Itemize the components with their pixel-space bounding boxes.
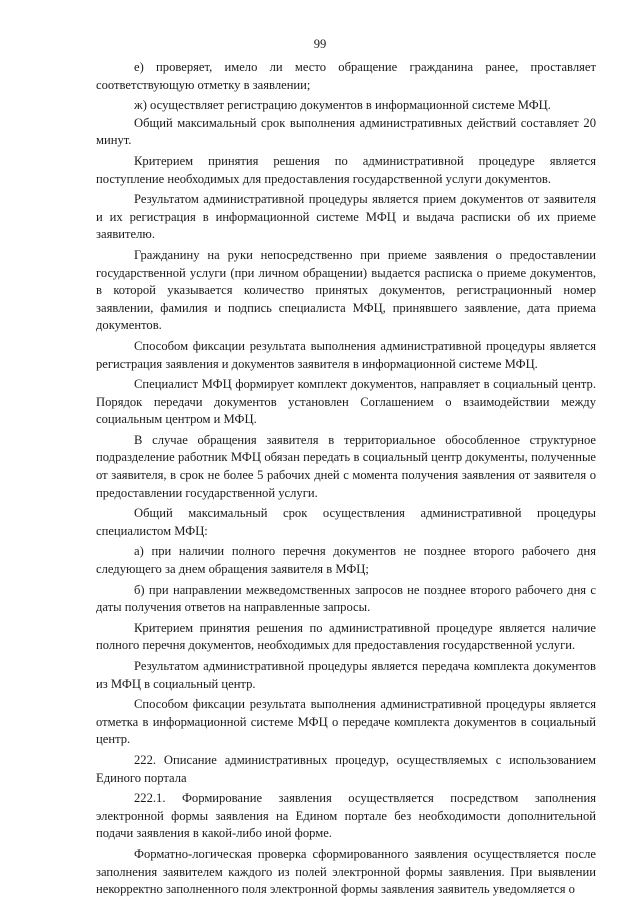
paragraph: Способом фиксации результата выполнения административной процедуры является регистрация заявления и документов заявителя в информационной системе МФЦ.	[96, 338, 596, 371]
paragraph: б) при направлении межведомственных запросов не позднее второго рабочего дня с даты получения ответов на направленные запросы.	[96, 582, 596, 615]
paragraph: 222.1. Формирование заявления осуществляется посредством заполнения электронной формы заявления на Едином портале без необходимости дополнительной подачи заявления в какой-либо иной форме.	[96, 791, 596, 841]
paragraph: ж) осуществляет регистрацию документов в информационной системе МФЦ.	[134, 98, 551, 113]
paragraph: Форматно-логическая проверка сформированного заявления осуществляется после заполнения заявителем каждого из полей электронной формы заявления. При выявлении некорректно заполненного поля электронной формы заявления заявитель уведомляется о	[96, 846, 596, 897]
paragraph: а) при наличии полного перечня документов не позднее второго рабочего дня следующего за днем обращения заявителя в МФЦ;	[96, 544, 596, 577]
page-number: 99	[313, 37, 327, 51]
document-body	[96, 59, 596, 902]
paragraph: Специалист МФЦ формирует комплект документов, направляет в социальный центр. Порядок передачи документов установлен Соглашением о взаимодействии между социальным центром и МФЦ.	[96, 377, 596, 427]
paragraph: Общий максимальный срок выполнения административных действий составляет 20 минут.	[96, 115, 596, 148]
paragraph: Общий максимальный срок осуществления административной процедуры специалистом МФЦ:	[96, 506, 596, 538]
paragraph: Результатом административной процедуры является прием документов от заявителя и их регистрация в информационной системе МФЦ и выдача расписки об их приеме заявителю.	[96, 192, 596, 242]
paragraph: Способом фиксации результата выполнения административной процедуры является отметка в информационной системе МФЦ о передаче комплекта документов в социальный центр.	[96, 697, 596, 747]
paragraph: Критерием принятия решения по административной процедуре является наличие полного перечня документов, необходимых для предоставления государственной услуги.	[96, 620, 596, 653]
paragraph: Результатом административной процедуры является передача комплекта документов из МФЦ в социальный центр.	[96, 659, 596, 691]
paragraph: В случае обращения заявителя в территориальное обособленное структурное подразделение работник МФЦ обязан передать в социальный центр документы, полученные от заявителя, в срок не более 5 рабочих дней с момента получения заявления от заявителя о предоставлении государственной услуги.	[96, 432, 596, 500]
paragraph: Гражданину на руки непосредственно при приеме заявления о предоставлении государственной услуги (при личном обращении) выдается расписка о приеме документов, в которой указывается количество принятых документов, регистрационный номер заявлении, фамилия и подпись специалиста МФЦ, принявшего заявление, дата приема документов.	[96, 247, 596, 333]
paragraph: е) проверяет, имело ли место обращение гражданина ранее, проставляет соответствующую отметку в заявлении;	[96, 60, 596, 92]
paragraph: Критерием принятия решения по административной процедуре является поступление необходимых для предоставления государственной услуги документов.	[96, 153, 596, 186]
section-heading: 222. Описание административных процедур, осуществляемых с использованием Единого портала	[96, 752, 596, 785]
